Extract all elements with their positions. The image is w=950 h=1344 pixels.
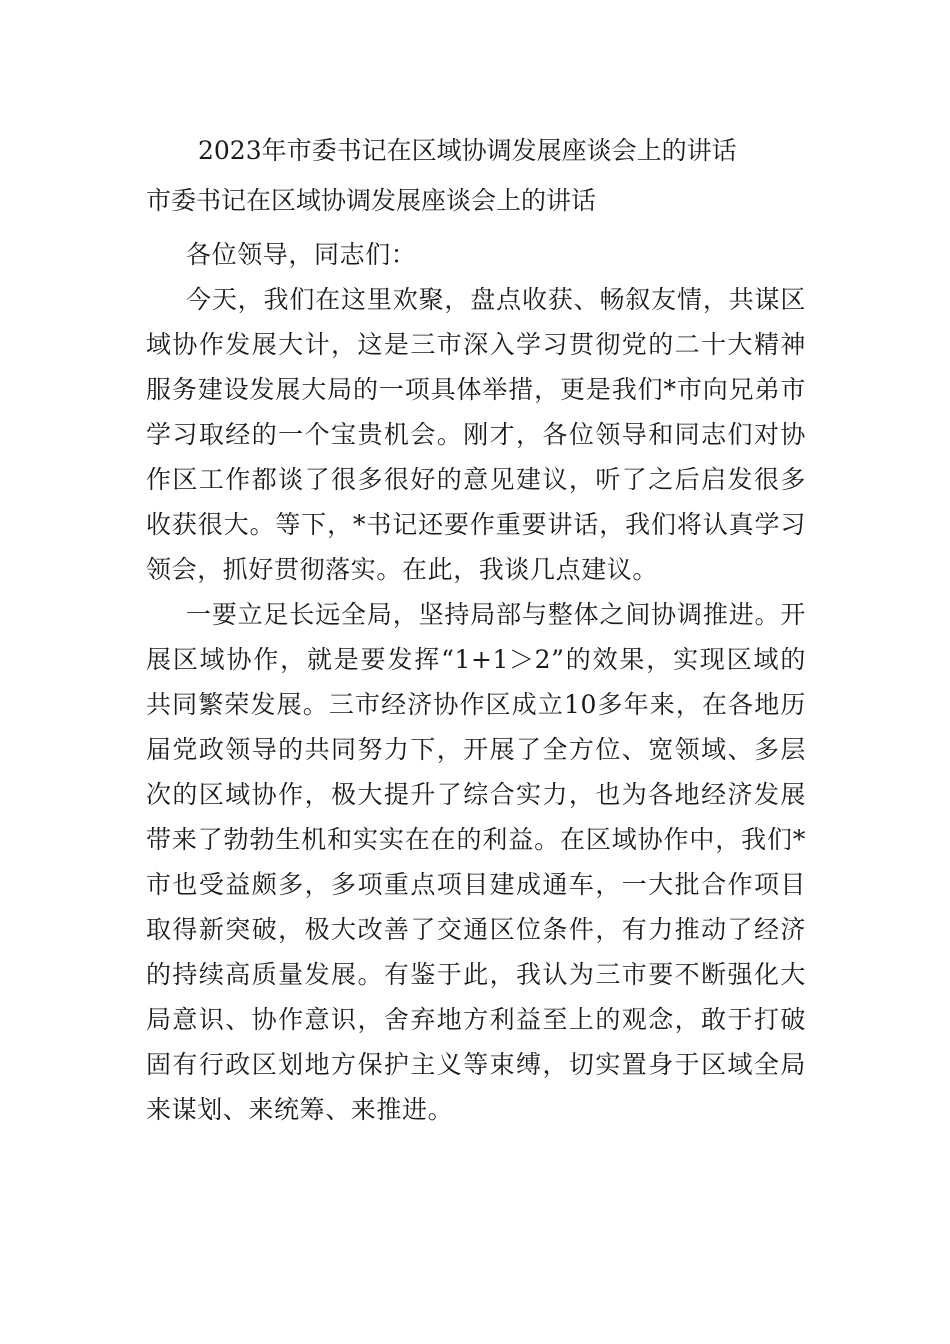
document-body [146, 232, 806, 1132]
first-point-paragraph: 一要立足长远全局，坚持局部与整体之间协调推进。开展区域协作，就是要发挥“1+1＞2”的效果，实现区域的共同繁荣发展。三市经济协作区成立10多年来，在各地历届党政领导的共同努力下，开展了全方位、宽领域、多层次的区域协作，极大提升了综合实力，也为各地经济发展带来了勃勃生机和实实在在的利益。在区域协作中，我们*市也受益颇多，多项重点项目建成通车，一大批合作项目取得新突破，极大改善了交通区位条件，有力推动了经济的持续高质量发展。有鉴于此，我认为三市要不断强化大局意识、协作意识，舍弃地方利益至上的观念，敢于打破固有行政区划地方保护主义等束缚，切实置身于区域全局来谋划、来统筹、来推进。 [146, 600, 806, 1124]
opening-paragraph: 今天，我们在这里欢聚，盘点收获、畅叙友情，共谋区域协作发展大计，这是三市深入学习贯彻党的二十大精神服务建设发展大局的一项具体举措，更是我们*市向兄弟市学习取经的一个宝贵机会。刚才，各位领导和同志们对协作区工作都谈了很多很好的意见建议，听了之后启发很多收获很大。等下，*书记还要作重要讲话，我们将认真学习领会，抓好贯彻落实。在此，我谈几点建议。 [146, 285, 806, 584]
salutation-paragraph: 各位领导，同志们： [186, 240, 417, 269]
document-title: 2023年市委书记在区域协调发展座谈会上的讲话 [198, 136, 737, 165]
document-subtitle: 市委书记在区域协调发展座谈会上的讲话 [146, 186, 597, 215]
